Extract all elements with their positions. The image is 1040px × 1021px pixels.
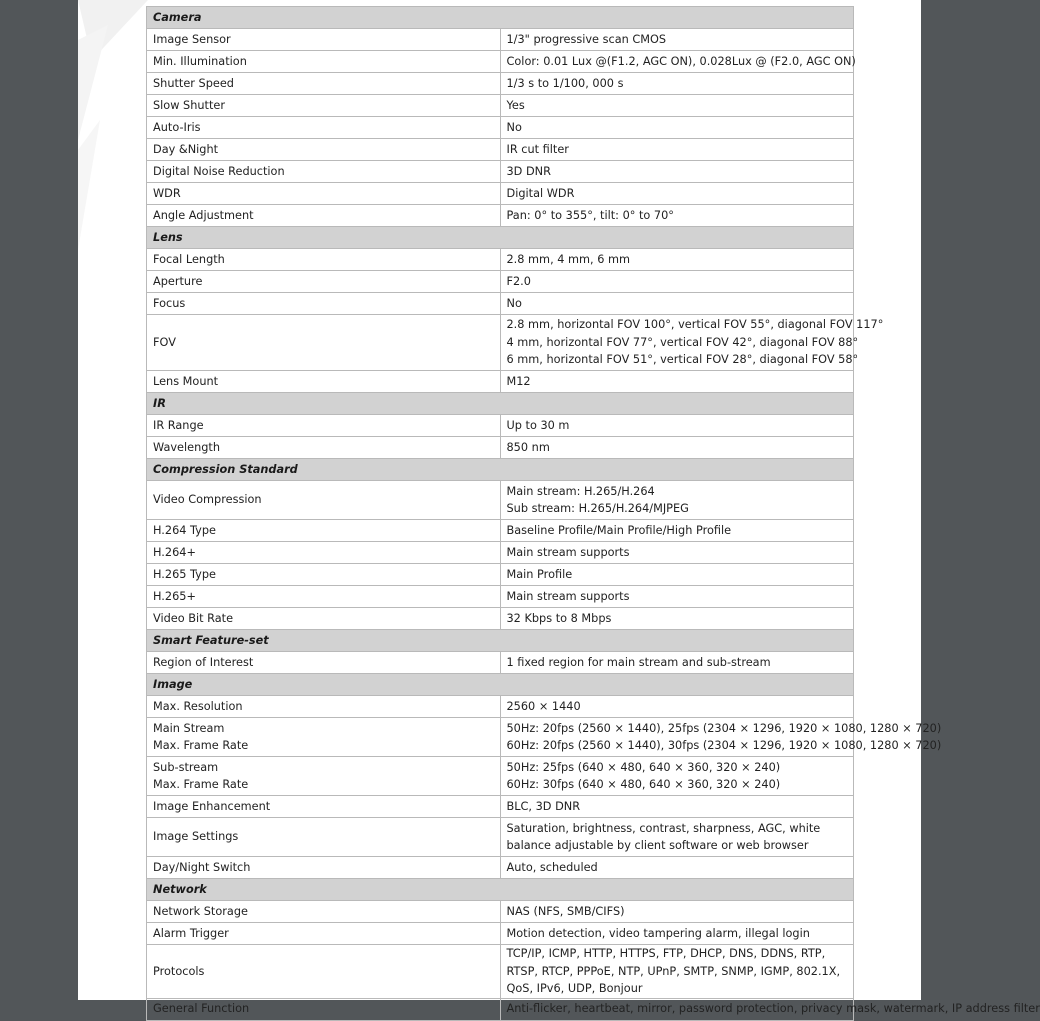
section-title: Camera — [147, 7, 854, 29]
spec-value — [500, 998, 1040, 1020]
spec-value-line: 32 Kbps to 8 Mbps — [506, 611, 612, 625]
spec-value-line: 50Hz: 20fps (2560 × 1440), 25fps (2304 × 1296, 1920 × 1080, 1280 × 720) — [506, 721, 942, 735]
spec-value — [500, 542, 854, 564]
spec-value — [500, 757, 854, 796]
spec-key-line: Video Bit Rate — [153, 611, 234, 625]
spec-value-line: TCP/IP, ICMP, HTTP, HTTPS, FTP, DHCP, DNS, DDNS, RTP, RTSP, RTCP, PPPoE, NTP, UPnP, SMTP, SNMP, IGMP, 802.1X, QoS, IPv6, UDP, Bonjour — [506, 947, 841, 995]
spec-key-line: Network Storage — [153, 904, 248, 918]
spec-key-line: Day &Night — [153, 142, 219, 156]
spec-key — [147, 945, 501, 999]
spec-key — [147, 161, 501, 183]
spec-key-line: Min. Illumination — [153, 54, 247, 68]
spec-value-line: 60Hz: 20fps (2560 × 1440), 30fps (2304 × 1296, 1920 × 1080, 1280 × 720) — [506, 739, 942, 752]
spec-row — [147, 923, 854, 945]
spec-value-line: Motion detection, video tampering alarm, illegal login — [506, 926, 810, 940]
spec-key-line: Focus — [153, 296, 186, 310]
spec-key — [147, 857, 501, 879]
spec-key-line: Auto-Iris — [153, 120, 201, 134]
spec-value — [500, 796, 854, 818]
spec-row — [147, 437, 854, 459]
spec-key — [147, 818, 501, 857]
spec-key — [147, 371, 501, 393]
spec-value-line: Yes — [506, 98, 525, 112]
spec-value-line: 4 mm, horizontal FOV 77°, vertical FOV 42°, diagonal FOV 88° — [506, 335, 859, 349]
spec-value-line: 60Hz: 30fps (640 × 480, 640 × 360, 320 × 240) — [506, 778, 781, 791]
spec-key — [147, 564, 501, 586]
spec-key — [147, 315, 501, 371]
section-header — [147, 879, 854, 901]
spec-table — [146, 6, 1040, 1021]
spec-key-line: Day/Night Switch — [153, 860, 251, 874]
spec-key-line: Aperture — [153, 274, 203, 288]
spec-key-line: Wavelength — [153, 440, 221, 454]
spec-row — [147, 757, 854, 796]
section-title: Network — [147, 879, 854, 901]
spec-key — [147, 249, 501, 271]
spec-value-line: 2560 × 1440 — [506, 699, 581, 713]
spec-value-line: 50Hz: 25fps (640 × 480, 640 × 360, 320 × 240) — [506, 760, 781, 774]
spec-row — [147, 51, 854, 73]
spec-value-line: 850 nm — [506, 440, 550, 454]
spec-key-line: H.264+ — [153, 545, 196, 559]
spec-row — [147, 481, 854, 520]
spec-value — [500, 696, 854, 718]
spec-value-line: Main Profile — [506, 567, 573, 581]
spec-value-line: M12 — [506, 374, 531, 388]
spec-key-line: Digital Noise Reduction — [153, 164, 285, 178]
spec-row — [147, 857, 854, 879]
spec-key — [147, 481, 501, 520]
spec-key-line: Alarm Trigger — [153, 926, 229, 940]
spec-row — [147, 818, 854, 857]
spec-value-line: F2.0 — [506, 274, 531, 288]
watermark-logo — [78, 0, 148, 260]
spec-key — [147, 520, 501, 542]
spec-value — [500, 29, 854, 51]
spec-row — [147, 95, 854, 117]
spec-value — [500, 51, 854, 73]
spec-row — [147, 371, 854, 393]
spec-value-line: Pan: 0° to 355°, tilt: 0° to 70° — [506, 208, 674, 222]
spec-value-line: Anti-flicker, heartbeat, mirror, password protection, privacy mask, watermark, IP address filter — [506, 1002, 1040, 1016]
spec-value-line: Up to 30 m — [506, 418, 570, 432]
spec-key-line: Lens Mount — [153, 374, 219, 388]
spec-key-line: Image Settings — [153, 830, 239, 844]
spec-row — [147, 608, 854, 630]
spec-value-line: 1/3" progressive scan CMOS — [506, 32, 667, 46]
spec-value — [500, 608, 854, 630]
spec-key-line: Sub-stream — [153, 760, 219, 774]
section-title: Smart Feature-set — [147, 630, 854, 652]
spec-value — [500, 271, 854, 293]
spec-value — [500, 183, 854, 205]
spec-row — [147, 249, 854, 271]
spec-value-line: 2.8 mm, 4 mm, 6 mm — [506, 252, 631, 266]
spec-value-line: BLC, 3D DNR — [506, 799, 581, 813]
spec-key-line: Region of Interest — [153, 655, 254, 669]
spec-key — [147, 608, 501, 630]
spec-value-line: 3D DNR — [506, 164, 551, 178]
spec-key-line: WDR — [153, 186, 181, 200]
spec-row — [147, 998, 854, 1020]
spec-key — [147, 696, 501, 718]
spec-row — [147, 29, 854, 51]
spec-value-line: IR cut filter — [506, 142, 569, 156]
spec-key-line: Max. Frame Rate — [153, 778, 249, 791]
spec-key-line: General Function — [153, 1002, 250, 1016]
spec-row — [147, 696, 854, 718]
spec-key-line: Protocols — [153, 964, 205, 978]
spec-key-line: Image Sensor — [153, 32, 231, 46]
spec-value — [500, 923, 854, 945]
spec-key — [147, 415, 501, 437]
spec-key — [147, 586, 501, 608]
spec-row — [147, 139, 854, 161]
spec-row — [147, 520, 854, 542]
section-header — [147, 7, 854, 29]
spec-row — [147, 205, 854, 227]
spec-value-line: Auto, scheduled — [506, 860, 598, 874]
spec-value — [500, 818, 854, 857]
section-header — [147, 393, 854, 415]
spec-value — [500, 205, 854, 227]
spec-row — [147, 315, 854, 371]
document-page — [78, 0, 1040, 1016]
spec-row — [147, 542, 854, 564]
spec-row — [147, 271, 854, 293]
spec-row — [147, 901, 854, 923]
spec-key — [147, 998, 501, 1020]
spec-value-line: Baseline Profile/Main Profile/High Profile — [506, 523, 732, 537]
spec-row — [147, 415, 854, 437]
spec-value — [500, 901, 854, 923]
section-title: Compression Standard — [147, 459, 854, 481]
spec-key — [147, 542, 501, 564]
section-header — [147, 674, 854, 696]
spec-key-line: FOV — [153, 335, 176, 349]
spec-value — [500, 139, 854, 161]
spec-key — [147, 73, 501, 95]
spec-key — [147, 117, 501, 139]
spec-value — [500, 945, 854, 999]
spec-key — [147, 437, 501, 459]
spec-key — [147, 901, 501, 923]
spec-key — [147, 293, 501, 315]
spec-value-line: Color: 0.01 Lux @(F1.2, AGC ON), 0.028Lux @ (F2.0, AGC ON) — [506, 54, 856, 68]
spec-value-line: 2.8 mm, horizontal FOV 100°, vertical FOV 55°, diagonal FOV 117° — [506, 318, 884, 332]
spec-value — [500, 437, 854, 459]
spec-value-line: No — [506, 296, 522, 310]
spec-key-line: Image Enhancement — [153, 799, 271, 813]
spec-value-line: Main stream supports — [506, 589, 630, 603]
spec-value — [500, 95, 854, 117]
spec-key — [147, 271, 501, 293]
spec-value — [500, 586, 854, 608]
spec-key-line: H.265+ — [153, 589, 196, 603]
spec-value — [500, 117, 854, 139]
spec-row — [147, 73, 854, 95]
spec-key — [147, 183, 501, 205]
spec-key — [147, 29, 501, 51]
section-header — [147, 459, 854, 481]
spec-key-line: Slow Shutter — [153, 98, 225, 112]
spec-value-line: NAS (NFS, SMB/CIFS) — [506, 904, 625, 918]
spec-key-line: H.264 Type — [153, 523, 216, 537]
spec-key-line: Main Stream — [153, 721, 225, 735]
spec-value-line: 6 mm, horizontal FOV 51°, vertical FOV 28°, diagonal FOV 58° — [506, 353, 859, 367]
spec-row — [147, 183, 854, 205]
spec-value-line: 1/3 s to 1/100, 000 s — [506, 76, 624, 90]
spec-row — [147, 293, 854, 315]
spec-row — [147, 564, 854, 586]
spec-key — [147, 51, 501, 73]
section-title: IR — [147, 393, 854, 415]
section-title: Image — [147, 674, 854, 696]
spec-row — [147, 796, 854, 818]
section-title: Lens — [147, 227, 854, 249]
spec-row — [147, 945, 854, 999]
spec-key-line: Focal Length — [153, 252, 225, 266]
section-header — [147, 227, 854, 249]
spec-row — [147, 161, 854, 183]
spec-value — [500, 857, 854, 879]
spec-value-line: Saturation, brightness, contrast, sharpness, AGC, white balance adjustable by client software or web browser — [506, 821, 821, 852]
spec-key-line: IR Range — [153, 418, 204, 432]
spec-value — [500, 652, 854, 674]
section-header — [147, 630, 854, 652]
spec-key — [147, 796, 501, 818]
spec-key — [147, 923, 501, 945]
spec-value — [500, 293, 854, 315]
spec-value-line: No — [506, 120, 522, 134]
spec-value — [500, 481, 854, 520]
spec-value-line: Digital WDR — [506, 186, 575, 200]
spec-key-line: Angle Adjustment — [153, 208, 254, 222]
spec-value — [500, 520, 854, 542]
spec-row — [147, 718, 854, 757]
spec-key — [147, 205, 501, 227]
spec-value — [500, 161, 854, 183]
spec-row — [147, 117, 854, 139]
spec-key — [147, 95, 501, 117]
spec-value — [500, 718, 942, 757]
spec-value-line: 1 fixed region for main stream and sub-stream — [506, 655, 771, 669]
spec-row — [147, 586, 854, 608]
spec-key — [147, 139, 501, 161]
spec-key-line: Max. Resolution — [153, 699, 243, 713]
spec-row — [147, 652, 854, 674]
spec-value — [500, 371, 854, 393]
spec-value — [500, 564, 854, 586]
spec-value — [500, 315, 884, 371]
spec-value — [500, 415, 854, 437]
spec-key-line: Shutter Speed — [153, 76, 234, 90]
spec-key-line: Video Compression — [153, 493, 262, 507]
spec-value-line: Main stream supports — [506, 545, 630, 559]
spec-key-line: H.265 Type — [153, 567, 216, 581]
spec-key — [147, 757, 501, 796]
spec-value-line: Main stream: H.265/H.264 — [506, 484, 655, 498]
spec-key-line: Max. Frame Rate — [153, 739, 249, 752]
spec-value — [500, 73, 854, 95]
spec-value — [500, 249, 854, 271]
spec-key — [147, 718, 501, 757]
spec-value-line: Sub stream: H.265/H.264/MJPEG — [506, 502, 689, 515]
spec-key — [147, 652, 501, 674]
